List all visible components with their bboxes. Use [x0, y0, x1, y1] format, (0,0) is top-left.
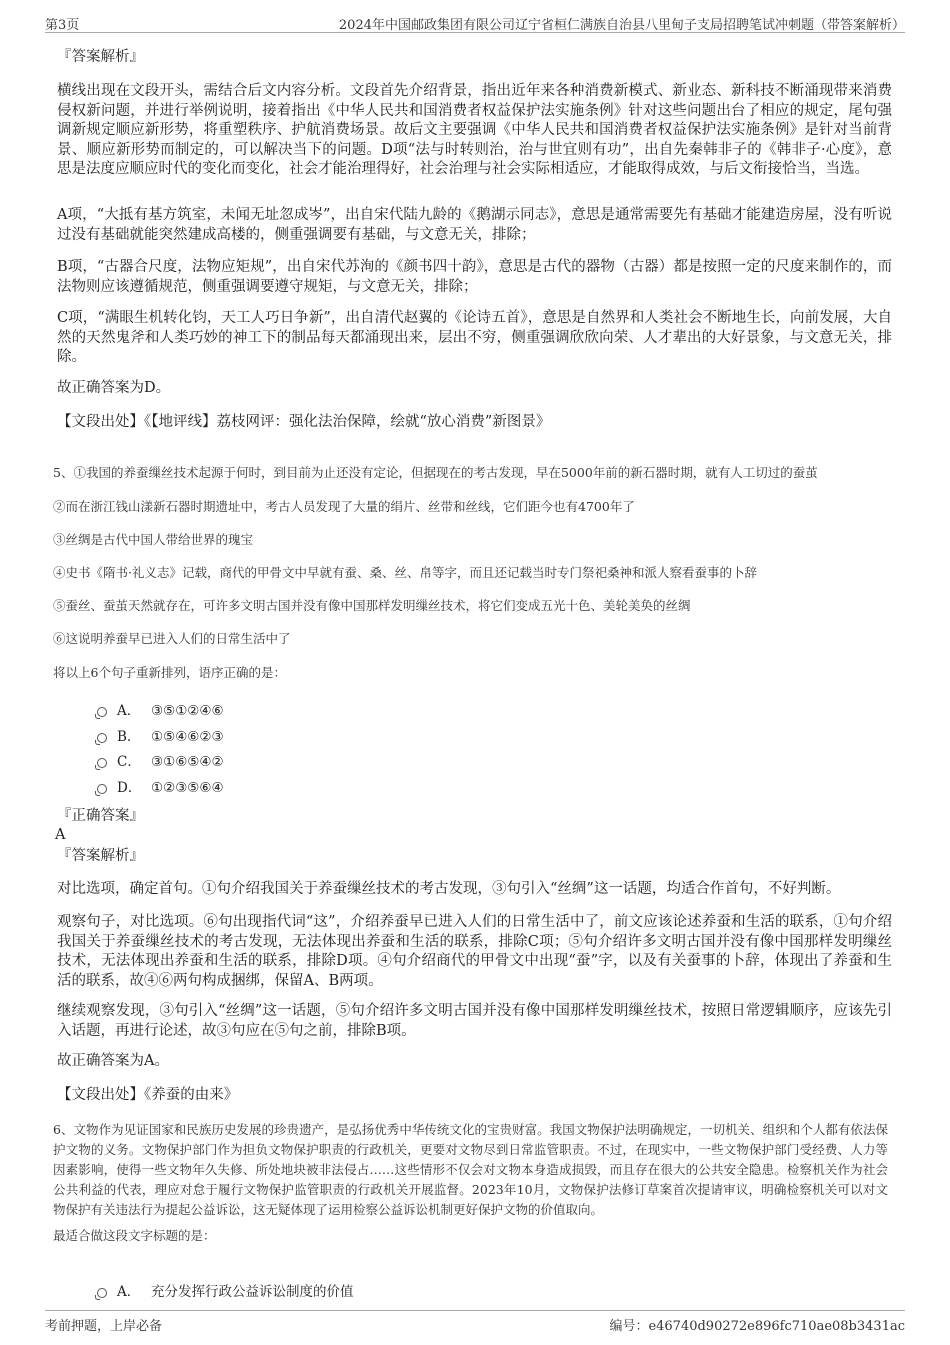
analysis-paragraph: 对比选项，确定首句。①句介绍我国关于养蚕缫丝技术的考古发现，③句引入“丝绸”这一话题，均适合作首句，不好判断。	[57, 881, 841, 897]
source-citation: 【文段出处】《【地评线】荔枝网评：强化法治保障，绘就“放心消费”新图景》	[57, 414, 551, 430]
page-header	[45, 10, 905, 33]
option-text: ①②③⑤⑥④	[151, 780, 224, 796]
option-a[interactable]	[97, 1283, 354, 1301]
analysis-paragraph: B项，“古器合尺度，法物应矩规”，出自宋代苏洵的《颜书四十韵》，意思是古代的器物（古器）都是按照一定的尺度来制作的，而法物则应该遵循规范，侧重强调要遵守规矩，与文意无关，排除；	[57, 259, 892, 295]
option-letter: C．	[117, 754, 141, 770]
analysis-paragraph: 横线出现在文段开头，需结合后文内容分析。文段首先介绍背景，指出近年来各种消费新模式、新业态、新科技不断涌现带来消费侵权新问题，并进行举例说明，接着指出《中华人民共和国消费者权益保护法实施条例》针对这些问题出台了相应的规定，尾句强调新规定顺应新形势，将重塑秩序、护航消费场景。故后文主要强调《中华人民共和国消费者权益保护法实施条例》是针对当前背景、顺应新形势而制定的，可以解决当下的问题。D项“法与时转则治，治与世宜则有功”，出自先秦韩非子的《韩非子·心度》，意思是法度应顺应时代的变化而变化，社会才能治理得好，社会治理与社会实际相适应，才能取得成效，与后文衔接恰当，当选。	[57, 83, 892, 177]
option-b[interactable]	[97, 728, 224, 746]
option-letter: B．	[117, 729, 141, 745]
q6-prompt	[53, 1226, 888, 1246]
q5-answer-label	[57, 807, 892, 826]
analysis-label: 『答案解析』	[57, 848, 144, 864]
question-text: 6、文物作为见证国家和民族历史发展的珍贵遗产，是弘扬优秀中华传统文化的宝贵财富。我国文物保护法明确规定，一切机关、组织和个人都有依法保护文物的义务。文物保护部门作为担负文物保护职责的行政机关，更要对文物尽到日常监管职责。不过，在现实中，一些文物保护部门受经费、人力等因素影响，使得一些文物年久失修、所处地块被非法侵占……这些情形不仅会对文物本身造成损毁，而且存在很大的公共安全隐患。检察机关作为社会公共利益的代表，理应对怠于履行文物保护监管职责的行政机关开展监督。2023年10月，文物保护法修订草案首次提请审议，明确检察机关可以对文物保护有关违法行为提起公益诉讼，这无疑体现了运用检察公益诉讼机制更好保护文物的价值取向。	[53, 1122, 888, 1217]
q5-sentence-3	[53, 530, 888, 550]
option-letter: A．	[117, 703, 141, 719]
q5-answer	[55, 826, 890, 845]
q5-sentence-2	[53, 497, 888, 517]
page-footer	[45, 1310, 905, 1333]
radio-icon[interactable]	[97, 784, 107, 794]
footer-slogan: 考前押题，上岸必备	[45, 1319, 163, 1334]
question-text: ⑤蚕丝、蚕茧天然就存在，可许多文明古国并没有像中国那样发明缫丝技术，将它们变成五光十色、美轮美奂的丝绸	[53, 598, 691, 613]
q4-analysis	[57, 48, 892, 67]
q5-sentence-1	[53, 463, 888, 483]
analysis-paragraph: C项，“满眼生机转化钧，天工人巧日争新”，出自清代赵翼的《论诗五首》，意思是自然界和人类社会不断地生长，向前发展，大自然的天然鬼斧和人类巧妙的神工下的制品每天都涌现出来，层出不穷，侧重强调欣欣向荣、人才辈出的大好景象，与文意无关，排除。	[57, 310, 892, 365]
answer-statement: 故正确答案为A。	[57, 1053, 169, 1069]
q5-prompt	[53, 663, 888, 683]
q4-analysis-p1	[57, 82, 892, 180]
option-letter: A．	[117, 1284, 141, 1300]
question-text: ③丝绸是古代中国人带给世界的瑰宝	[53, 532, 254, 547]
radio-icon[interactable]	[97, 1288, 107, 1298]
page-number: 第3页	[45, 18, 80, 33]
option-text: 充分发挥行政公益诉讼制度的价值	[151, 1284, 354, 1300]
analysis-paragraph: 观察句子，对比选项。⑥句出现指代词“这”，介绍养蚕早已进入人们的日常生活中了，前文应该论述养蚕和生活的联系，①句介绍我国关于养蚕缫丝技术的考古发现，无法体现出养蚕和生活的联系，排除C项；⑤句介绍许多文明古国并没有像中国那样发明缫丝技术，无法体现出养蚕和生活的联系，排除D项。④句介绍商代的甲骨文中出现“蚕”字，以及有关蚕事的卜辞，体现出了养蚕和生活的联系，故④⑥两句构成捆绑，保留A、B两项。	[57, 914, 892, 989]
q5-sentence-5	[53, 596, 888, 616]
analysis-paragraph: A项，“大抵有基方筑室，未闻无址忽成岑”，出自宋代陆九龄的《鹅湖示同志》，意思是通常需要先有基础才能建造房屋，没有听说过没有基础就能突然建成高楼的，侧重强调要有基础，与文意无关，排除；	[57, 207, 892, 243]
q6-text	[53, 1120, 888, 1220]
analysis-paragraph: 继续观察发现，③句引入“丝绸”这一话题，⑤句介绍许多文明古国并没有像中国那样发明缫丝技术，按照日常逻辑顺序，应该先引入话题，再进行论述，故③句应在⑤句之前，排除B项。	[57, 1003, 892, 1039]
option-text: ①⑤④⑥②③	[151, 729, 224, 745]
q4-analysis-p2	[57, 206, 892, 245]
q5-analysis-p3	[57, 1002, 892, 1041]
option-text: ③①⑥⑤④②	[151, 754, 224, 770]
analysis-label: 『答案解析』	[57, 49, 144, 65]
q5-source	[57, 1086, 892, 1106]
option-d[interactable]	[97, 779, 224, 797]
question-text: ⑥这说明养蚕早已进入人们的日常生活中了	[53, 631, 291, 646]
question-prompt: 将以上6个句子重新排列，语序正确的是：	[53, 665, 286, 680]
q5-analysis-p1	[57, 880, 892, 900]
document-title: 2024年中国邮政集团有限公司辽宁省桓仁满族自治县八里甸子支局招聘笔试冲刺题（带答案解析）	[338, 18, 905, 33]
q5-answer-statement	[57, 1052, 892, 1072]
q5-analysis-p2	[57, 913, 892, 991]
q4-answer-statement	[57, 379, 892, 399]
q4-analysis-p3	[57, 258, 892, 297]
q4-analysis-p4	[57, 309, 892, 368]
correct-answer: A	[55, 827, 66, 843]
option-letter: D．	[117, 780, 142, 796]
question-prompt: 最适合做这段文字标题的是：	[53, 1228, 216, 1243]
answer-label: 『正确答案』	[57, 808, 144, 824]
answer-statement: 故正确答案为D。	[57, 380, 171, 396]
option-text: ③⑤①②④⑥	[151, 703, 224, 719]
q5-sentence-6	[53, 629, 888, 649]
source-citation: 【文段出处】《养蚕的由来》	[57, 1087, 239, 1103]
option-c[interactable]	[97, 753, 224, 771]
radio-icon[interactable]	[97, 733, 107, 743]
q5-analysis-label	[57, 847, 892, 866]
question-text: ②而在浙江钱山漾新石器时期遗址中，考古人员发现了大量的绢片、丝带和丝线，它们距今也有4700年了	[53, 499, 635, 514]
question-text: ④史书《隋书·礼义志》记载，商代的甲骨文中早就有蚕、桑、丝、帛等字，而且还记载当时专门祭祀桑神和派人察看蚕事的卜辞	[53, 565, 757, 580]
question-text: 5、①我国的养蚕缫丝技术起源于何时，到目前为止还没有定论，但据现在的考古发现，早在5000年前的新石器时期，就有人工切过的蚕茧	[53, 465, 818, 480]
document-id: 编号：e46740d90272e896fc710ae08b3431ac	[609, 1319, 905, 1334]
q4-source	[57, 413, 892, 433]
radio-icon[interactable]	[97, 758, 107, 768]
option-a[interactable]	[97, 702, 224, 720]
q5-sentence-4	[53, 563, 888, 583]
radio-icon[interactable]	[97, 707, 107, 717]
